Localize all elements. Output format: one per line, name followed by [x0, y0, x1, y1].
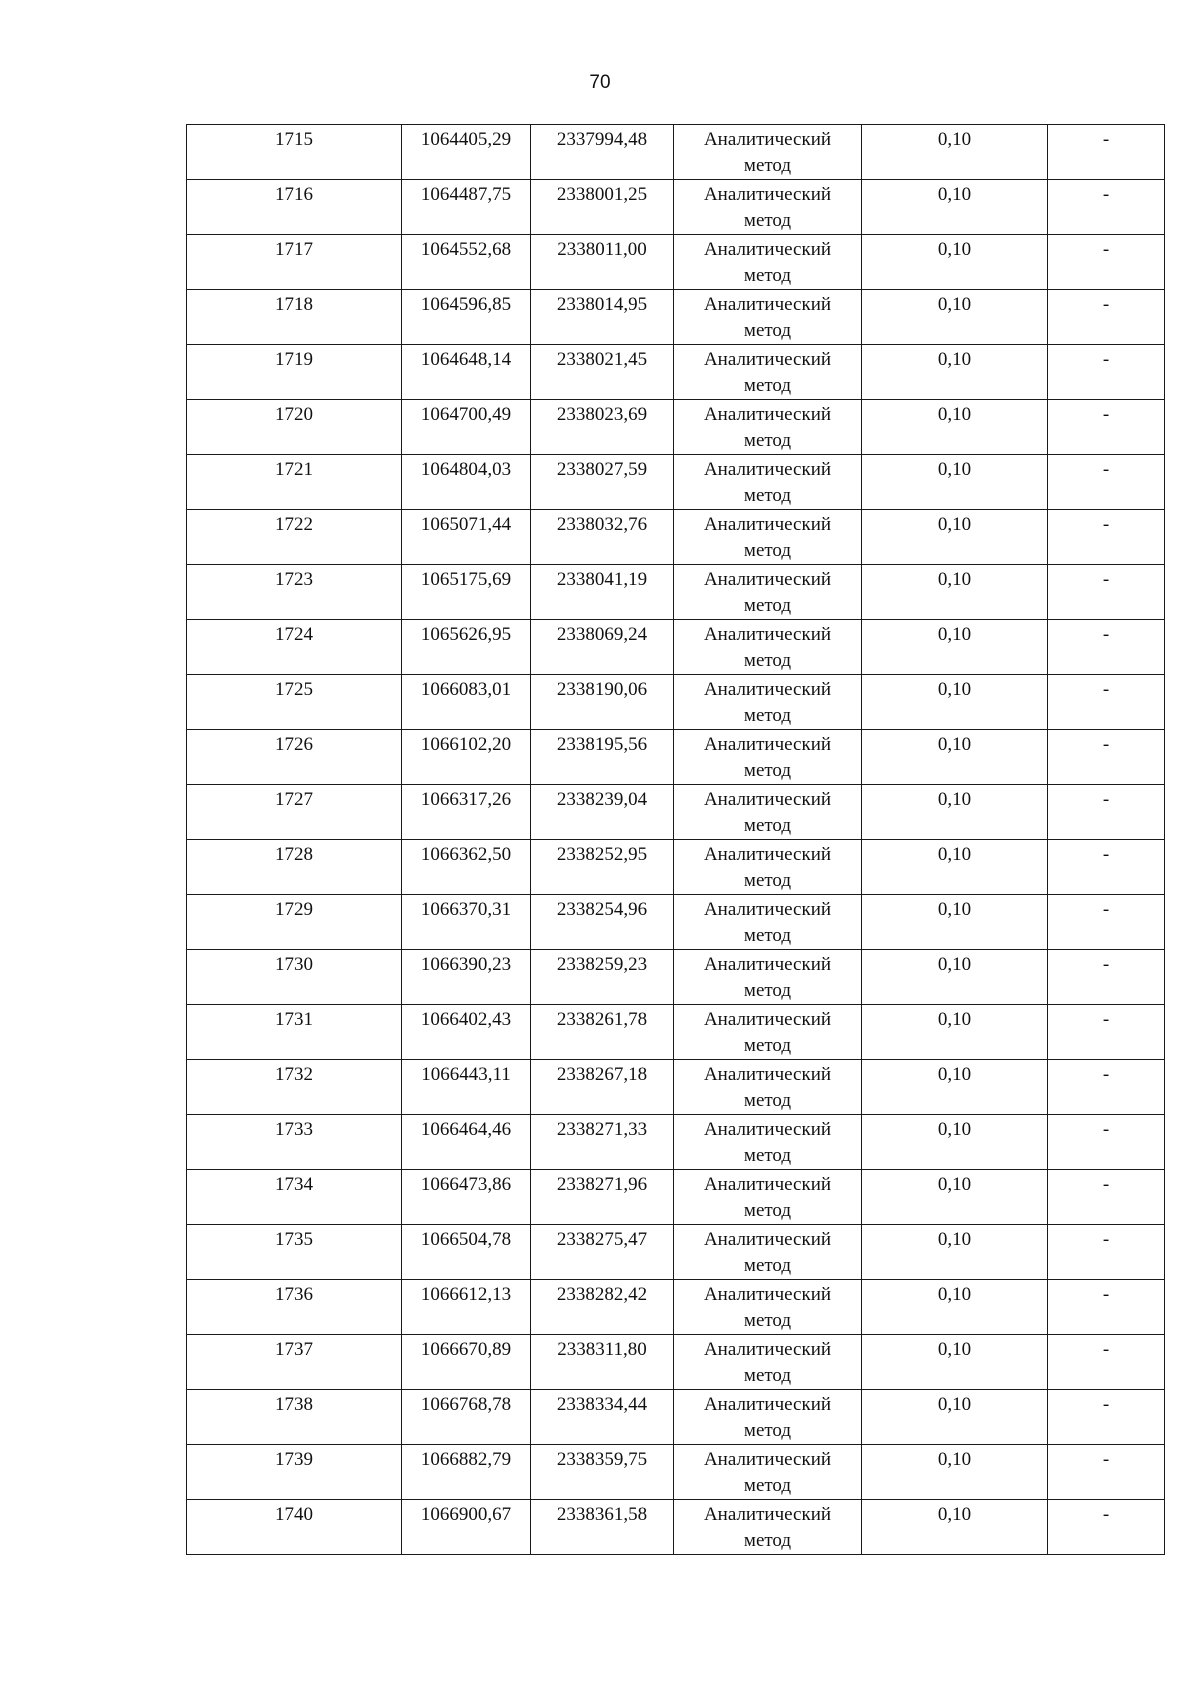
table-row	[187, 455, 1165, 510]
x-coordinate-cell: 1066612,13	[402, 1280, 531, 1335]
note-cell: -	[1048, 1445, 1165, 1500]
method-line-2: метод	[743, 1145, 792, 1166]
note-cell: -	[1048, 1170, 1165, 1225]
note-cell: -	[1048, 840, 1165, 895]
method-line-2: метод	[743, 760, 792, 781]
point-number-cell: 1732	[187, 1060, 402, 1115]
method-line-2: метод	[743, 1090, 792, 1111]
table-row	[187, 565, 1165, 620]
x-coordinate-cell: 1066768,78	[402, 1390, 531, 1445]
point-number-cell: 1734	[187, 1170, 402, 1225]
method-line-2: метод	[743, 430, 792, 451]
error-cell: 0,10	[862, 950, 1048, 1005]
x-coordinate-cell: 1066402,43	[402, 1005, 531, 1060]
method-line-1: Аналитический	[703, 954, 832, 975]
table-row	[187, 1170, 1165, 1225]
method-line-1: Аналитический	[703, 734, 832, 755]
x-coordinate-cell: 1064552,68	[402, 235, 531, 290]
method-line-1: Аналитический	[703, 184, 832, 205]
method-line-2: метод	[743, 980, 792, 1001]
x-coordinate-cell: 1064487,75	[402, 180, 531, 235]
point-number-cell: 1719	[187, 345, 402, 400]
method-cell	[674, 510, 862, 565]
y-coordinate-cell: 2338359,75	[531, 1445, 674, 1500]
x-coordinate-cell: 1066504,78	[402, 1225, 531, 1280]
y-coordinate-cell: 2338032,76	[531, 510, 674, 565]
y-coordinate-cell: 2338190,06	[531, 675, 674, 730]
y-coordinate-cell: 2338275,47	[531, 1225, 674, 1280]
error-cell: 0,10	[862, 1390, 1048, 1445]
method-line-2: метод	[743, 540, 792, 561]
error-cell: 0,10	[862, 290, 1048, 345]
error-cell: 0,10	[862, 785, 1048, 840]
y-coordinate-cell: 2338239,04	[531, 785, 674, 840]
x-coordinate-cell: 1064700,49	[402, 400, 531, 455]
table-row	[187, 290, 1165, 345]
method-line-2: метод	[743, 650, 792, 671]
method-line-1: Аналитический	[703, 844, 832, 865]
point-number-cell: 1726	[187, 730, 402, 785]
point-number-cell: 1725	[187, 675, 402, 730]
note-cell: -	[1048, 1390, 1165, 1445]
method-cell	[674, 950, 862, 1005]
coordinates-table-body	[187, 125, 1165, 1555]
error-cell: 0,10	[862, 895, 1048, 950]
point-number-cell: 1721	[187, 455, 402, 510]
y-coordinate-cell: 2338271,33	[531, 1115, 674, 1170]
table-row	[187, 510, 1165, 565]
error-cell: 0,10	[862, 1060, 1048, 1115]
y-coordinate-cell: 2338334,44	[531, 1390, 674, 1445]
note-cell: -	[1048, 785, 1165, 840]
point-number-cell: 1727	[187, 785, 402, 840]
point-number-cell: 1729	[187, 895, 402, 950]
note-cell: -	[1048, 400, 1165, 455]
method-line-1: Аналитический	[703, 129, 832, 150]
point-number-cell: 1718	[187, 290, 402, 345]
method-line-2: метод	[743, 1035, 792, 1056]
x-coordinate-cell: 1066473,86	[402, 1170, 531, 1225]
table-row	[187, 125, 1165, 180]
y-coordinate-cell: 2338282,42	[531, 1280, 674, 1335]
method-line-1: Аналитический	[703, 1119, 832, 1140]
note-cell: -	[1048, 895, 1165, 950]
point-number-cell: 1722	[187, 510, 402, 565]
note-cell: -	[1048, 950, 1165, 1005]
method-cell	[674, 620, 862, 675]
note-cell: -	[1048, 1225, 1165, 1280]
method-cell	[674, 1060, 862, 1115]
method-line-2: метод	[743, 320, 792, 341]
method-line-1: Аналитический	[703, 514, 832, 535]
note-cell: -	[1048, 620, 1165, 675]
y-coordinate-cell: 2338271,96	[531, 1170, 674, 1225]
method-line-1: Аналитический	[703, 459, 832, 480]
method-line-2: метод	[743, 155, 792, 176]
x-coordinate-cell: 1065071,44	[402, 510, 531, 565]
method-line-1: Аналитический	[703, 294, 832, 315]
x-coordinate-cell: 1065626,95	[402, 620, 531, 675]
table-row	[187, 1280, 1165, 1335]
error-cell: 0,10	[862, 620, 1048, 675]
error-cell: 0,10	[862, 1225, 1048, 1280]
table-row	[187, 730, 1165, 785]
x-coordinate-cell: 1066670,89	[402, 1335, 531, 1390]
y-coordinate-cell: 2338001,25	[531, 180, 674, 235]
note-cell: -	[1048, 1115, 1165, 1170]
method-line-2: метод	[743, 815, 792, 836]
error-cell: 0,10	[862, 125, 1048, 180]
table-row	[187, 1445, 1165, 1500]
point-number-cell: 1730	[187, 950, 402, 1005]
y-coordinate-cell: 2338021,45	[531, 345, 674, 400]
method-line-2: метод	[743, 375, 792, 396]
table-row	[187, 1225, 1165, 1280]
note-cell: -	[1048, 510, 1165, 565]
x-coordinate-cell: 1066083,01	[402, 675, 531, 730]
x-coordinate-cell: 1066370,31	[402, 895, 531, 950]
note-cell: -	[1048, 290, 1165, 345]
method-line-1: Аналитический	[703, 679, 832, 700]
method-line-1: Аналитический	[703, 404, 832, 425]
error-cell: 0,10	[862, 455, 1048, 510]
point-number-cell: 1739	[187, 1445, 402, 1500]
error-cell: 0,10	[862, 1500, 1048, 1555]
note-cell: -	[1048, 1005, 1165, 1060]
method-line-1: Аналитический	[703, 1339, 832, 1360]
method-line-1: Аналитический	[703, 899, 832, 920]
point-number-cell: 1738	[187, 1390, 402, 1445]
point-number-cell: 1740	[187, 1500, 402, 1555]
method-line-2: метод	[743, 265, 792, 286]
error-cell: 0,10	[862, 235, 1048, 290]
method-cell	[674, 675, 862, 730]
method-cell	[674, 565, 862, 620]
x-coordinate-cell: 1066882,79	[402, 1445, 531, 1500]
method-line-2: метод	[743, 1255, 792, 1276]
y-coordinate-cell: 2338195,56	[531, 730, 674, 785]
table-row	[187, 895, 1165, 950]
method-line-2: метод	[743, 705, 792, 726]
method-cell	[674, 125, 862, 180]
point-number-cell: 1717	[187, 235, 402, 290]
x-coordinate-cell: 1064405,29	[402, 125, 531, 180]
error-cell: 0,10	[862, 840, 1048, 895]
y-coordinate-cell: 2338023,69	[531, 400, 674, 455]
x-coordinate-cell: 1065175,69	[402, 565, 531, 620]
table-row	[187, 675, 1165, 730]
table-row	[187, 785, 1165, 840]
note-cell: -	[1048, 235, 1165, 290]
point-number-cell: 1735	[187, 1225, 402, 1280]
method-line-2: метод	[743, 1530, 792, 1551]
method-cell	[674, 180, 862, 235]
error-cell: 0,10	[862, 675, 1048, 730]
method-cell	[674, 840, 862, 895]
error-cell: 0,10	[862, 1115, 1048, 1170]
x-coordinate-cell: 1066390,23	[402, 950, 531, 1005]
y-coordinate-cell: 2338252,95	[531, 840, 674, 895]
method-line-1: Аналитический	[703, 624, 832, 645]
y-coordinate-cell: 2338014,95	[531, 290, 674, 345]
table-row	[187, 345, 1165, 400]
error-cell: 0,10	[862, 1170, 1048, 1225]
method-cell	[674, 785, 862, 840]
method-line-2: метод	[743, 210, 792, 231]
method-line-1: Аналитический	[703, 1504, 832, 1525]
error-cell: 0,10	[862, 180, 1048, 235]
method-cell	[674, 290, 862, 345]
method-line-1: Аналитический	[703, 1064, 832, 1085]
note-cell: -	[1048, 125, 1165, 180]
method-line-1: Аналитический	[703, 1394, 832, 1415]
note-cell: -	[1048, 1335, 1165, 1390]
method-cell	[674, 235, 862, 290]
method-cell	[674, 730, 862, 785]
note-cell: -	[1048, 1500, 1165, 1555]
method-line-2: метод	[743, 1310, 792, 1331]
table-row	[187, 1005, 1165, 1060]
x-coordinate-cell: 1066464,46	[402, 1115, 531, 1170]
y-coordinate-cell: 2338311,80	[531, 1335, 674, 1390]
method-line-1: Аналитический	[703, 1009, 832, 1030]
method-cell	[674, 1445, 862, 1500]
error-cell: 0,10	[862, 400, 1048, 455]
point-number-cell: 1736	[187, 1280, 402, 1335]
note-cell: -	[1048, 1280, 1165, 1335]
method-line-2: метод	[743, 1200, 792, 1221]
y-coordinate-cell: 2338254,96	[531, 895, 674, 950]
method-line-1: Аналитический	[703, 1229, 832, 1250]
error-cell: 0,10	[862, 1005, 1048, 1060]
table-row	[187, 180, 1165, 235]
method-cell	[674, 1005, 862, 1060]
error-cell: 0,10	[862, 510, 1048, 565]
error-cell: 0,10	[862, 730, 1048, 785]
method-cell	[674, 455, 862, 510]
x-coordinate-cell: 1064596,85	[402, 290, 531, 345]
x-coordinate-cell: 1064804,03	[402, 455, 531, 510]
method-line-2: метод	[743, 870, 792, 891]
table-row	[187, 1335, 1165, 1390]
point-number-cell: 1737	[187, 1335, 402, 1390]
note-cell: -	[1048, 565, 1165, 620]
table-row	[187, 400, 1165, 455]
method-line-1: Аналитический	[703, 569, 832, 590]
method-line-2: метод	[743, 1365, 792, 1386]
point-number-cell: 1733	[187, 1115, 402, 1170]
point-number-cell: 1728	[187, 840, 402, 895]
method-line-1: Аналитический	[703, 349, 832, 370]
method-line-2: метод	[743, 485, 792, 506]
note-cell: -	[1048, 455, 1165, 510]
note-cell: -	[1048, 180, 1165, 235]
method-line-1: Аналитический	[703, 1449, 832, 1470]
y-coordinate-cell: 2337994,48	[531, 125, 674, 180]
table-row	[187, 1060, 1165, 1115]
table-row	[187, 1500, 1165, 1555]
method-cell	[674, 400, 862, 455]
note-cell: -	[1048, 730, 1165, 785]
y-coordinate-cell: 2338259,23	[531, 950, 674, 1005]
point-number-cell: 1720	[187, 400, 402, 455]
method-cell	[674, 345, 862, 400]
point-number-cell: 1723	[187, 565, 402, 620]
method-cell	[674, 1500, 862, 1555]
error-cell: 0,10	[862, 1280, 1048, 1335]
method-cell	[674, 1280, 862, 1335]
method-line-1: Аналитический	[703, 239, 832, 260]
method-line-1: Аналитический	[703, 1174, 832, 1195]
x-coordinate-cell: 1066317,26	[402, 785, 531, 840]
table-row	[187, 1115, 1165, 1170]
point-number-cell: 1716	[187, 180, 402, 235]
table-row	[187, 1390, 1165, 1445]
method-line-1: Аналитический	[703, 1284, 832, 1305]
method-line-2: метод	[743, 1475, 792, 1496]
table-row	[187, 620, 1165, 675]
y-coordinate-cell: 2338261,78	[531, 1005, 674, 1060]
table-row	[187, 950, 1165, 1005]
method-line-2: метод	[743, 595, 792, 616]
x-coordinate-cell: 1066362,50	[402, 840, 531, 895]
point-number-cell: 1724	[187, 620, 402, 675]
error-cell: 0,10	[862, 565, 1048, 620]
method-line-1: Аналитический	[703, 789, 832, 810]
x-coordinate-cell: 1064648,14	[402, 345, 531, 400]
point-number-cell: 1715	[187, 125, 402, 180]
error-cell: 0,10	[862, 1445, 1048, 1500]
note-cell: -	[1048, 345, 1165, 400]
table-row	[187, 235, 1165, 290]
y-coordinate-cell: 2338027,59	[531, 455, 674, 510]
method-cell	[674, 1170, 862, 1225]
point-number-cell: 1731	[187, 1005, 402, 1060]
method-cell	[674, 1115, 862, 1170]
method-cell	[674, 1335, 862, 1390]
error-cell: 0,10	[862, 345, 1048, 400]
page-number: 70	[589, 72, 611, 93]
y-coordinate-cell: 2338041,19	[531, 565, 674, 620]
table-row	[187, 840, 1165, 895]
method-line-2: метод	[743, 925, 792, 946]
x-coordinate-cell: 1066102,20	[402, 730, 531, 785]
method-cell	[674, 1390, 862, 1445]
note-cell: -	[1048, 1060, 1165, 1115]
coordinates-table	[186, 124, 1165, 1555]
y-coordinate-cell: 2338267,18	[531, 1060, 674, 1115]
x-coordinate-cell: 1066900,67	[402, 1500, 531, 1555]
error-cell: 0,10	[862, 1335, 1048, 1390]
x-coordinate-cell: 1066443,11	[402, 1060, 531, 1115]
y-coordinate-cell: 2338069,24	[531, 620, 674, 675]
method-line-2: метод	[743, 1420, 792, 1441]
y-coordinate-cell: 2338011,00	[531, 235, 674, 290]
y-coordinate-cell: 2338361,58	[531, 1500, 674, 1555]
method-cell	[674, 1225, 862, 1280]
note-cell: -	[1048, 675, 1165, 730]
method-cell	[674, 895, 862, 950]
